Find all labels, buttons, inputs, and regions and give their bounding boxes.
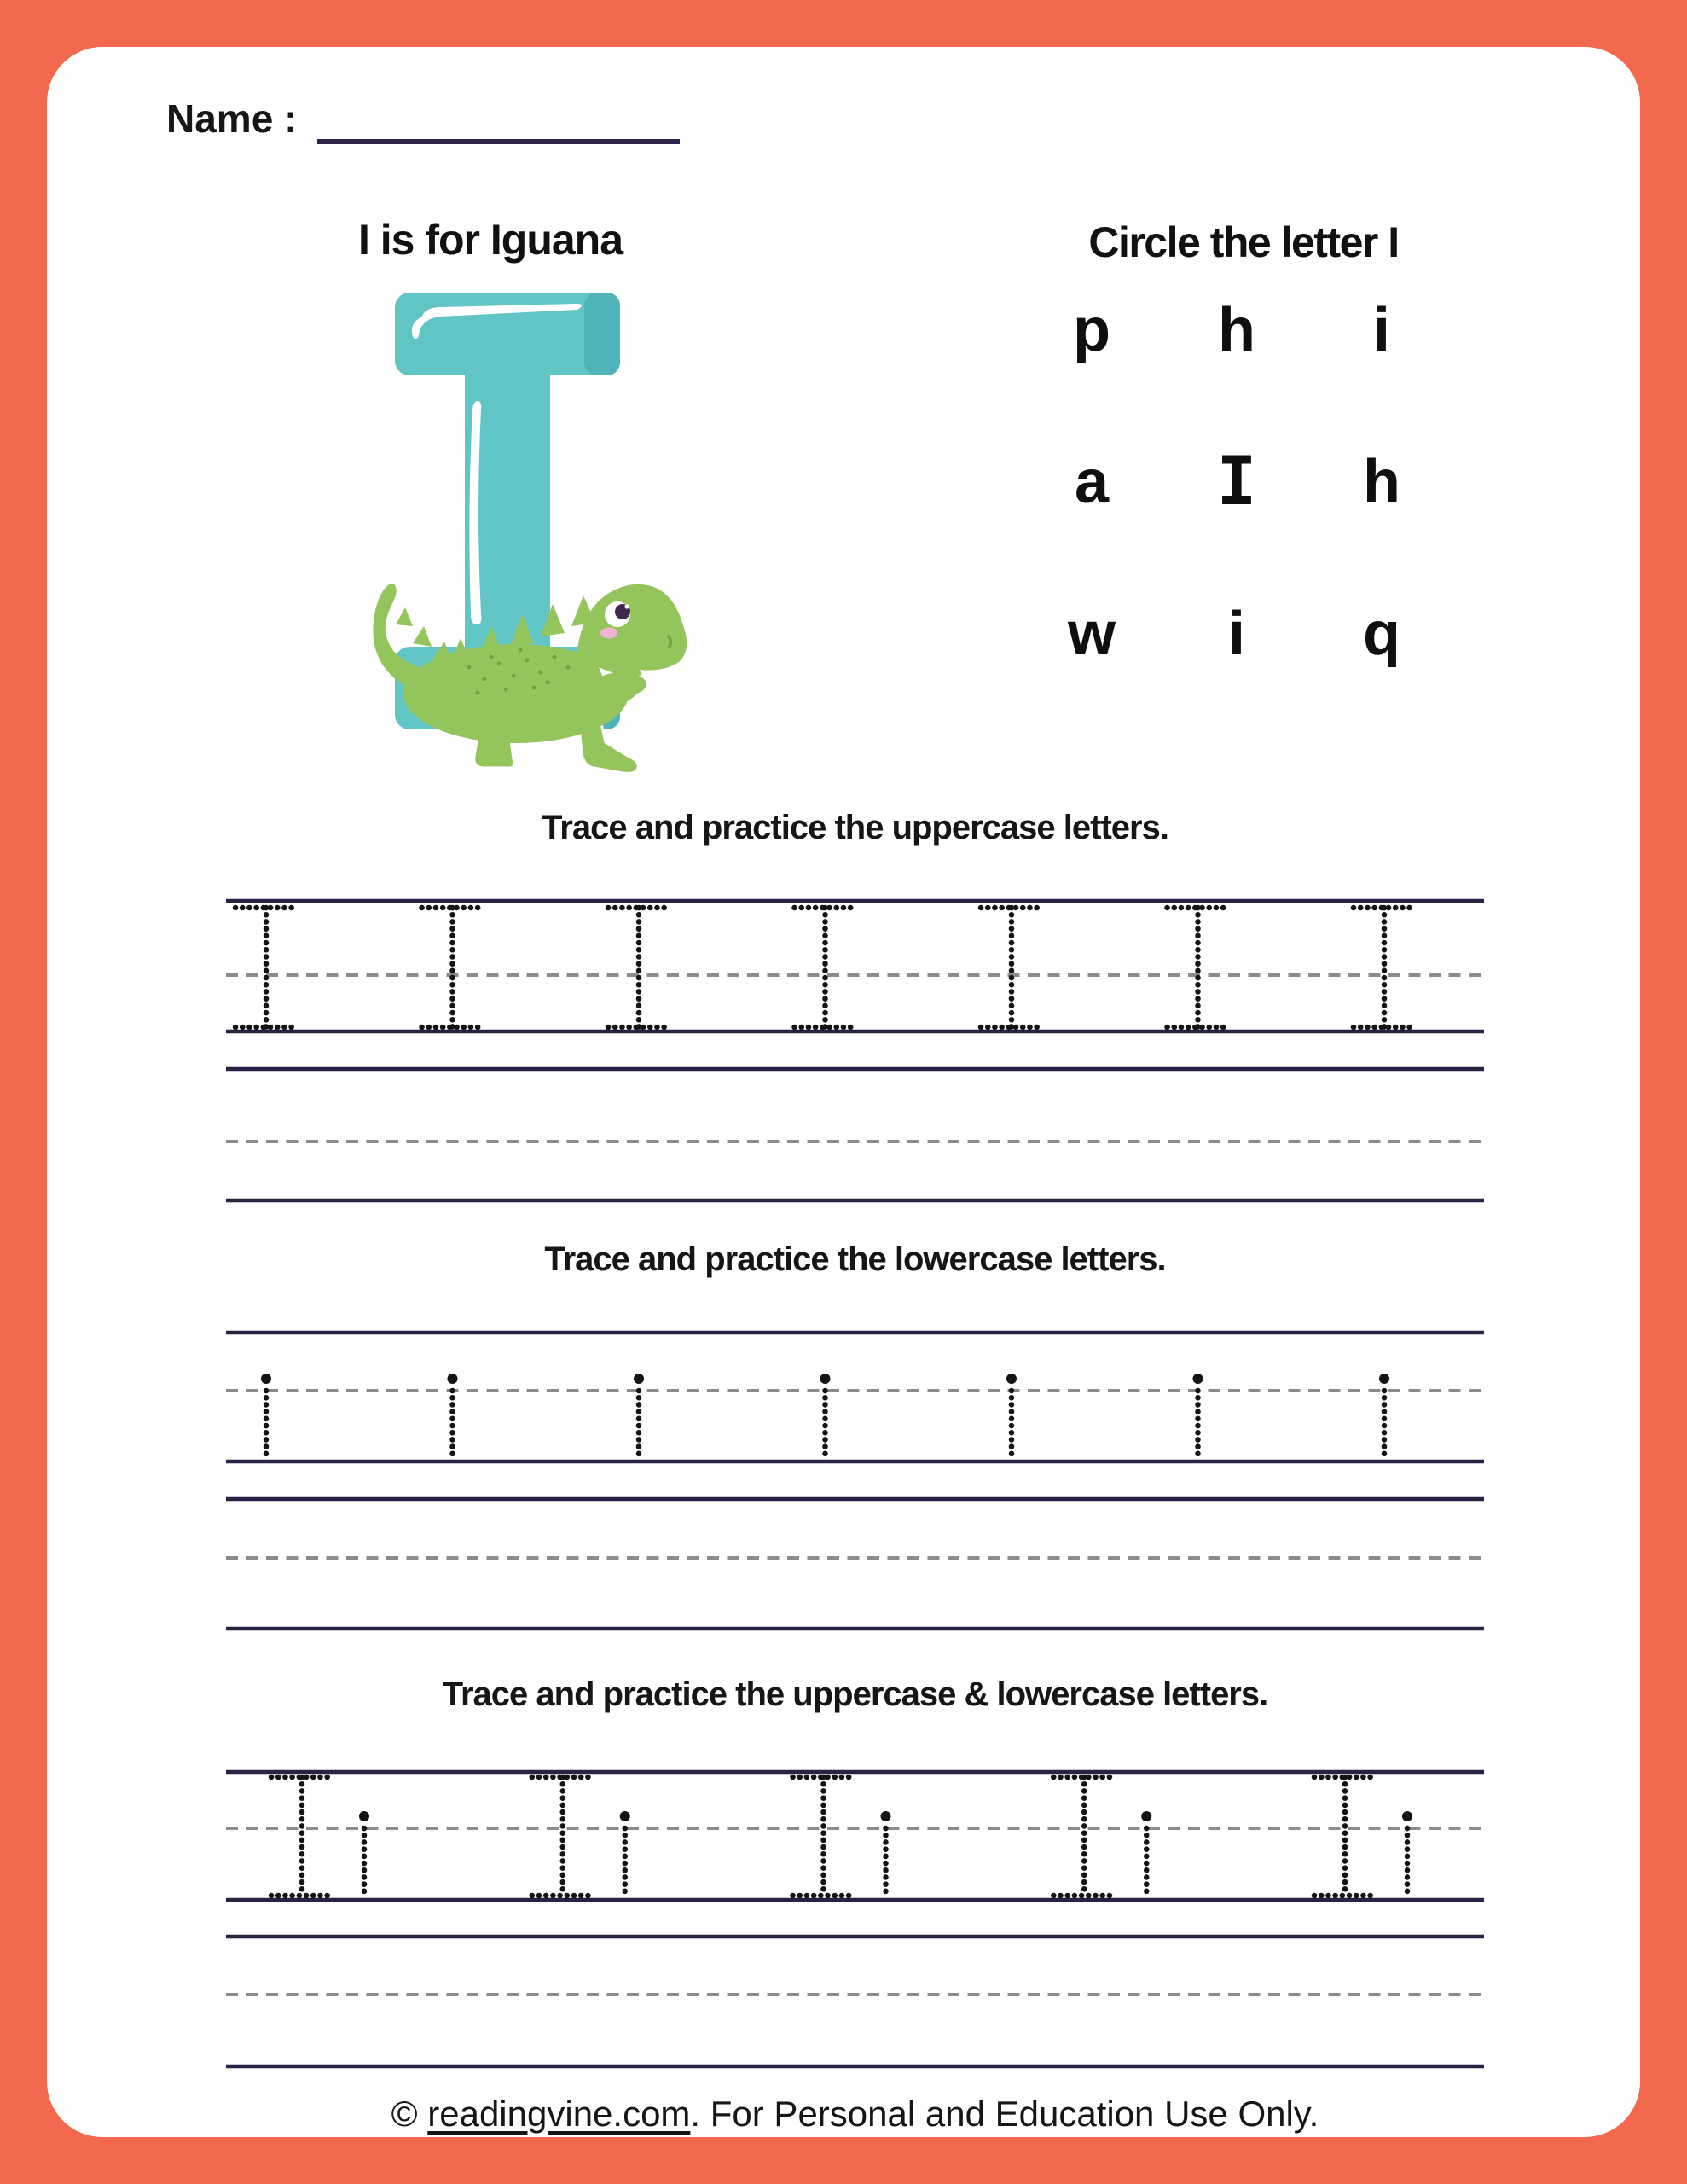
section-title-uppercase: Trace and practice the uppercase letters. — [542, 809, 1168, 846]
tracing-row — [226, 1769, 1484, 1903]
circle-letter-option: i — [1372, 296, 1390, 364]
name-label: Name : — [166, 96, 298, 141]
circle-letter-grid — [1019, 254, 1454, 710]
practice-row-empty — [226, 1066, 1484, 1204]
tracing-row — [226, 897, 1484, 1035]
circle-letter-option: h — [1218, 296, 1255, 364]
letter-i-iguana-illustration — [324, 282, 691, 785]
circle-letter-option: q — [1363, 600, 1400, 668]
circle-letter-option: w — [1067, 600, 1116, 668]
circle-letter-option: a — [1074, 448, 1110, 516]
practice-row-empty — [226, 1933, 1484, 2070]
circle-letter-option: p — [1073, 296, 1110, 364]
footer-copyright: © — [391, 2094, 428, 2134]
section-title-mixed: Trace and practice the uppercase & lowercase letters. — [442, 1676, 1268, 1713]
circle-letter-option: h — [1363, 448, 1400, 516]
name-write-line — [317, 139, 680, 144]
hero-title: I is for Iguana — [357, 216, 623, 264]
footer-link[interactable]: readingvine.com — [427, 2094, 691, 2134]
tracing-row — [226, 1329, 1484, 1465]
circle-letter-option: i — [1227, 600, 1245, 668]
circle-activity-title: Circle the letter I — [1088, 218, 1399, 266]
circle-letter-option: I — [1216, 444, 1257, 520]
footer-note: . For Personal and Education Use Only. — [690, 2094, 1319, 2134]
section-title-lowercase: Trace and practice the lowercase letters. — [544, 1240, 1166, 1278]
practice-row-empty — [226, 1496, 1484, 1632]
footer — [226, 2094, 1484, 2135]
